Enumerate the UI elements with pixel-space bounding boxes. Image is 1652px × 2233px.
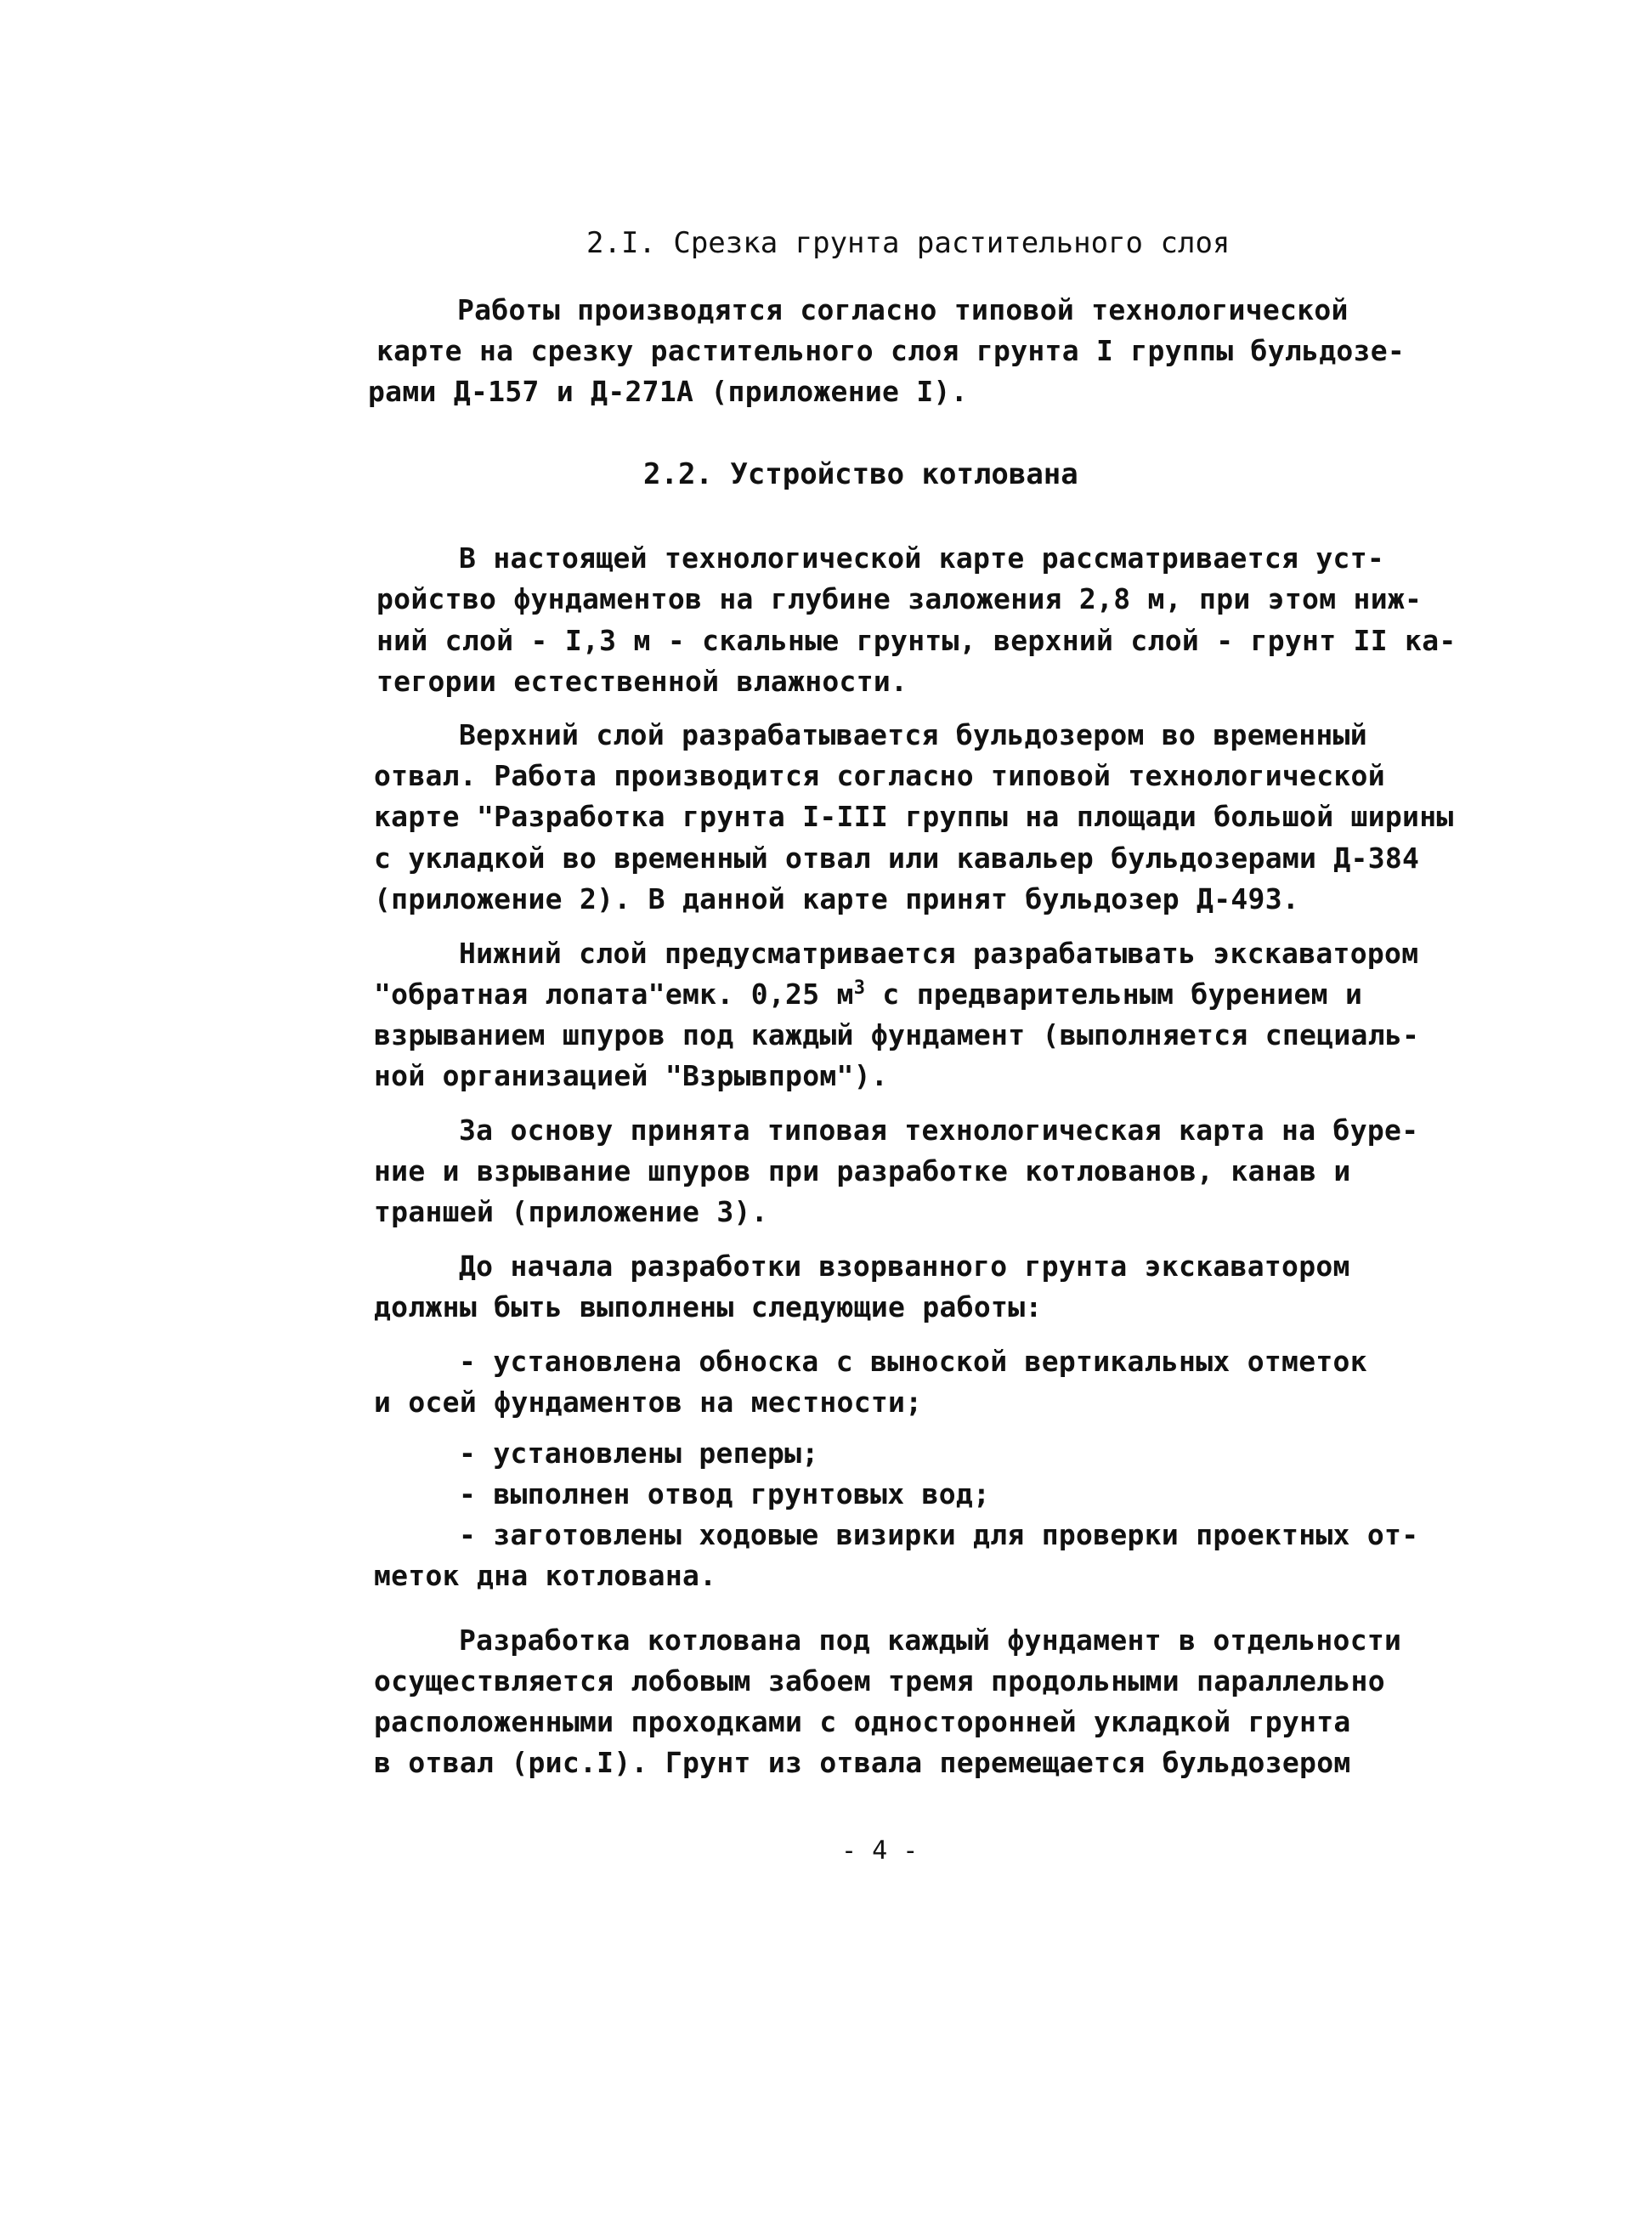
paragraph-line-with-superscript [374,978,1362,1012]
paragraph-line: в отвал (рис.I). Грунт из отвала перемещается бульдозером [374,1746,1351,1779]
paragraph-line: Нижний слой предусматривается разрабатывать экскаватором [459,937,1419,970]
paragraph-line: Разработка котлована под каждый фундамент в отдельности [459,1624,1402,1657]
superscript-cube: 3 [853,978,866,999]
list-item: меток дна котлована. [374,1559,717,1592]
paragraph-line: ний слой - I,3 м - скальные грунты, верхний слой - грунт II ка- [376,624,1457,657]
list-item: - установлены реперы; [459,1437,819,1470]
list-item: - заготовлены ходовые визирки для проверки проектных от- [459,1518,1419,1551]
paragraph-line: карте "Разработка грунта I-III группы на площади большой ширины [374,800,1454,833]
paragraph-line: расположенными проходками с односторонней укладкой грунта [374,1705,1351,1738]
paragraph-line: взрыванием шпуров под каждый фундамент (выполняется специаль- [374,1018,1420,1051]
paragraph-line: Верхний слой разрабатывается бульдозером во временный [459,718,1367,751]
paragraph-line: ной организацией "Взрывпром"). [374,1059,889,1092]
paragraph-line: с укладкой во временный отвал или кавальер бульдозерами Д-384 [374,842,1420,875]
paragraph-line: тегории естественной влажности. [376,665,908,698]
paragraph-line: ние и взрывание шпуров при разработке котлованов, канав и [374,1154,1351,1187]
paragraph-line: В настоящей технологической карте рассматривается уст- [459,541,1385,575]
text-segment: "обратная лопата"емк. 0,25 м [374,978,854,1011]
page-number: - 4 - [841,1836,919,1866]
text-segment: с предварительным бурением и [865,978,1363,1011]
paragraph-line: карте на срезку растительного слоя грунта I группы бульдозе- [376,334,1406,367]
list-item: - установлена обноска с выноской вертикальных отметок [459,1345,1367,1378]
paragraph-line: За основу принята типовая технологическая карта на буре- [459,1114,1419,1147]
paragraph-line: Работы производятся согласно типовой технологической [457,293,1349,326]
list-item: и осей фундаментов на местности; [374,1386,923,1419]
paragraph-line: рами Д-157 и Д-271А (приложение I). [368,375,968,408]
paragraph-line: должны быть выполнены следующие работы: [374,1290,1043,1323]
list-item: - выполнен отвод грунтовых вод; [459,1477,991,1510]
paragraph-line: осуществляется лобовым забоем тремя продольными параллельно [374,1664,1385,1697]
section-heading-2-2: 2.2. Устройство котлована [643,457,1078,491]
paragraph-line: (приложение 2). В данной карте принят бульдозер Д-493. [374,882,1300,915]
paragraph-line: До начала разработки взорванного грунта экскаватором [459,1250,1350,1283]
paragraph-line: траншей (приложение 3). [374,1195,768,1228]
section-heading-2-1: 2.I. Срезка грунта растительного слоя [586,226,1231,260]
paragraph-line: ройство фундаментов на глубине заложения 2,8 м, при этом ниж- [376,582,1423,615]
paragraph-line: отвал. Работа производится согласно типовой технологической [374,759,1385,792]
